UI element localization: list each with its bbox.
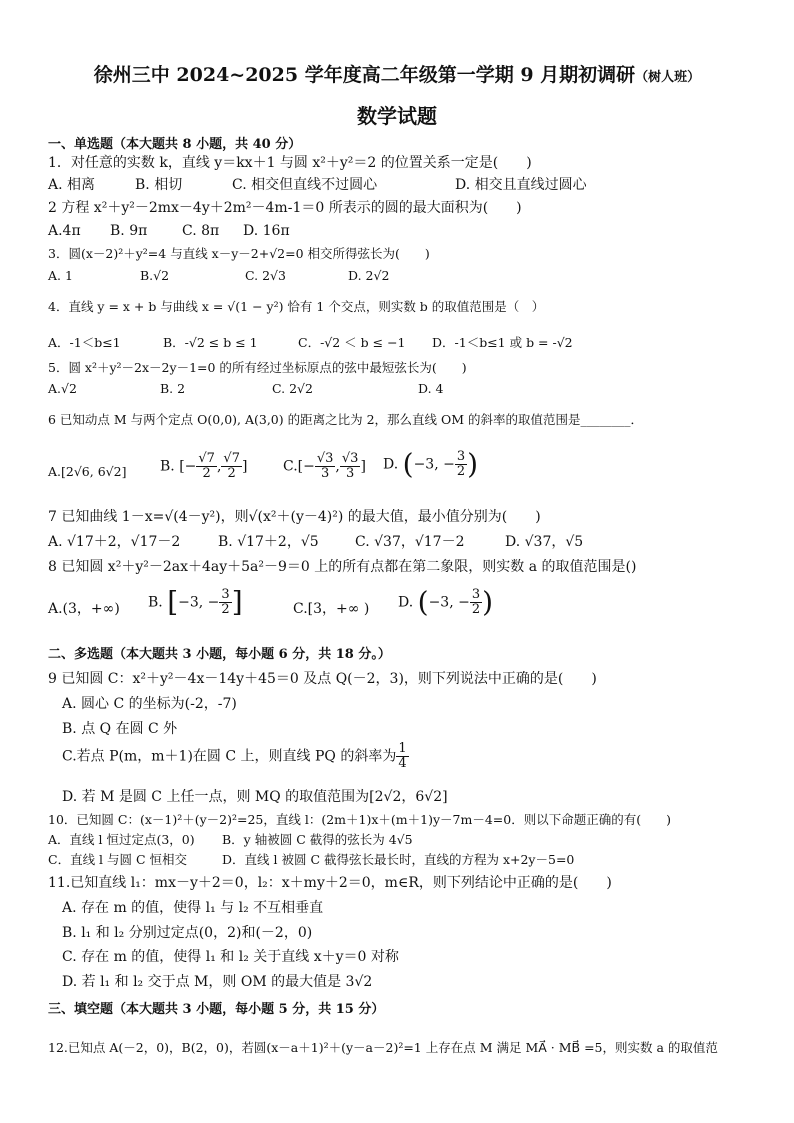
question-9-option-b: B. 点 Q 在圆 C 外	[62, 721, 178, 737]
question-6-option-c: C.[− $\frac{√3}{3}$ , $\frac{√3}{3}$ ]	[283, 451, 366, 481]
question-3-option-c: C. 2√3	[245, 268, 286, 283]
question-6-option-a: A.[2√6, 6√2]	[48, 464, 127, 479]
question-1-option-c: C. 相交但直线不过圆心	[232, 177, 378, 193]
question-9-stem: 9 已知圆 C：x²＋y²－4x－14y＋45＝0 及点 Q(－2，3)，则下列说法中正确的是( )	[48, 671, 597, 687]
question-9-option-d: D. 若 M 是圆 C 上任一点，则 MQ 的取值范围为[2√2，6√2]	[62, 789, 448, 805]
question-7-option-d: D. √37，√5	[505, 534, 584, 550]
fraction: $\frac{3}{2}$	[221, 587, 230, 617]
question-5-stem: 5．圆 x²＋y²－2x－2y－1=0 的所有经过坐标原点的弦中最短弦长为( )	[48, 360, 467, 375]
question-4-option-d: D．-1＜b≤1 或 b = -√2	[432, 335, 573, 350]
question-12-stem: 12.已知点 A(－2，0)，B(2，0)，若圆(x－a＋1)²＋(y－a－2)²=1 上存在点 M 满足 MA⃗ · MB⃗ =5，则实数 a 的取值范	[48, 1040, 718, 1055]
fraction: $\frac{√3}{3}$	[341, 451, 359, 481]
question-4-stem: 4．直线 y = x + b 与曲线 x = √(1 − y²) 恰有 1 个交点，则实数 b 的取值范围是（ ）	[48, 299, 545, 314]
question-11-option-a: A. 存在 m 的值，使得 l₁ 与 l₂ 不互相垂直	[62, 900, 324, 916]
question-2-option-b: B. 9π	[110, 223, 148, 239]
fraction: $\frac{√7}{2}$	[223, 451, 240, 481]
question-10-option-a: A．直线 l 恒过定点(3，0)	[48, 832, 195, 847]
question-7-stem: 7 已知曲线 1－x=√(4－y²)，则√(x²＋(y－4)²) 的最大值，最小值分别为( )	[48, 509, 541, 525]
question-5-option-b: B. 2	[160, 381, 186, 396]
question-5-option-c: C. 2√2	[272, 381, 313, 396]
question-5-option-a: A.√2	[48, 381, 77, 396]
question-11-option-c: C. 存在 m 的值，使得 l₁ 和 l₂ 关于直线 x＋y＝0 对称	[62, 949, 399, 965]
class-tag: （树人班）	[635, 70, 701, 85]
question-8-option-b: B. [−3, − $\frac{3}{2}$ ]	[148, 585, 243, 619]
exam-subtitle: 数学试题	[357, 104, 437, 128]
question-2-option-a: A.4π	[48, 223, 81, 239]
question-2-stem: 2 方程 x²＋y²－2mx－4y＋2m²－4m-1＝0 所表示的圆的最大面积为( )	[48, 200, 522, 216]
question-10-stem: 10．已知圆 C：(x－1)²＋(y－2)²=25，直线 l：(2m＋1)x＋(m＋1)y－7m－4=0．则以下命题正确的有( )	[48, 812, 671, 827]
question-10-option-d: D．直线 l 被圆 C 截得弦长最长时，直线的方程为 x+2y－5=0	[222, 852, 575, 867]
section-heading-single-choice: 一、单选题（本大题共 8 小题，共 40 分）	[48, 137, 302, 152]
question-8-stem: 8 已知圆 x²＋y²－2ax＋4ay＋5a²－9＝0 上的所有点都在第二象限，则实数 a 的取值范围是()	[48, 559, 637, 575]
question-8-option-d: D. (−3, − $\frac{3}{2}$ )	[398, 585, 494, 619]
question-2-option-c: C. 8π	[182, 223, 220, 239]
question-8-option-a: A.(3，+∞)	[48, 601, 120, 617]
question-6-stem: 6 已知动点 M 与两个定点 O(0,0), A(3,0) 的距离之比为 2，那么直线 OM 的斜率的取值范围是________．	[48, 412, 644, 427]
question-4-option-a: A．-1＜b≤1	[48, 335, 121, 350]
fraction: $\frac{√7}{2}$	[198, 451, 215, 481]
question-10-option-c: C．直线 l 与圆 C 恒相交	[48, 852, 188, 867]
fraction: $\frac{3}{2}$	[471, 587, 481, 617]
question-2-option-d: D. 16π	[243, 223, 290, 239]
question-7-option-a: A. √17＋2，√17－2	[48, 534, 181, 550]
question-7-option-c: C. √37，√17－2	[355, 534, 465, 550]
question-10-option-b: B．y 轴被圆 C 截得的弦长为 4√5	[222, 832, 413, 847]
section-heading-fill-blank: 三、填空题（本大题共 3 小题，每小题 5 分，共 15 分）	[48, 1002, 385, 1017]
question-3-option-d: D. 2√2	[348, 268, 390, 283]
title-text: 徐州三中 2024~2025 学年度高二年级第一学期 9 月期初调研	[93, 64, 636, 86]
question-11-stem: 11.已知直线 l₁：mx－y＋2＝0，l₂：x＋my＋2＝0，m∈R，则下列结论中正确的是( )	[48, 875, 612, 891]
section-heading-multi-choice: 二、多选题（本大题共 3 小题，每小题 6 分，共 18 分。）	[48, 647, 391, 662]
question-5-option-d: D. 4	[418, 381, 444, 396]
question-9-option-c: C.若点 P(m，m＋1)在圆 C 上，则直线 PQ 的斜率为 $\frac{1}{4}$	[62, 741, 407, 771]
question-1-option-a: A. 相离	[48, 177, 96, 193]
exam-title	[0, 60, 794, 87]
question-11-option-d: D. 若 l₁ 和 l₂ 交于点 M，则 OM 的最大值是 3√2	[62, 974, 373, 990]
question-1-option-b: B. 相切	[135, 177, 183, 193]
question-6-option-d: D. (−3, − $\frac{3}{2}$ )	[383, 447, 479, 481]
question-3-option-b: B.√2	[140, 268, 170, 283]
fraction: $\frac{3}{2}$	[456, 449, 466, 479]
question-11-option-b: B. l₁ 和 l₂ 分别过定点(0，2)和(－2，0)	[62, 925, 313, 941]
fraction: $\frac{√3}{3}$	[316, 451, 334, 481]
question-7-option-b: B. √17＋2，√5	[218, 534, 319, 550]
question-8-option-c: C.[3，+∞ )	[293, 601, 370, 617]
question-1-option-d: D. 相交且直线过圆心	[455, 177, 587, 193]
question-3-stem: 3．圆(x－2)²＋y²=4 与直线 x－y－2+√2=0 相交所得弦长为( )	[48, 246, 430, 261]
question-4-option-c: C．-√2 ＜ b ≤ −1	[298, 335, 406, 350]
question-3-option-a: A. 1	[48, 268, 73, 283]
question-9-option-a: A. 圆心 C 的坐标为(-2，-7)	[62, 696, 237, 712]
fraction: $\frac{1}{4}$	[398, 741, 407, 771]
question-6-option-b: B. [− $\frac{√7}{2}$ , $\frac{√7}{2}$ ]	[160, 451, 248, 481]
question-4-option-b: B．-√2 ≤ b ≤ 1	[163, 335, 258, 350]
question-1-stem: 1．对任意的实数 k，直线 y＝kx＋1 与圆 x²＋y²＝2 的位置关系一定是( )	[48, 155, 532, 171]
